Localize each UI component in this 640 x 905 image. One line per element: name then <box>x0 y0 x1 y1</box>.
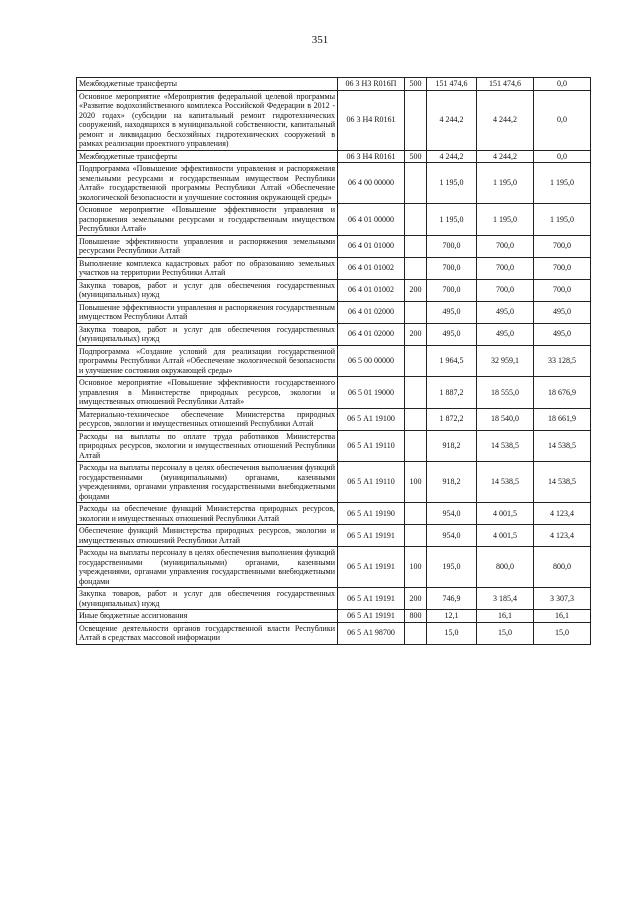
table-row <box>77 547 591 588</box>
row-value-2: 1 195,0 <box>477 204 534 236</box>
row-expense-type: 800 <box>405 610 427 623</box>
row-value-3: 0,0 <box>534 150 591 163</box>
row-expense-type <box>405 163 427 204</box>
row-value-1: 151 474,6 <box>427 78 477 91</box>
row-value-3: 495,0 <box>534 301 591 323</box>
row-code: 06 5 А1 19100 <box>338 408 405 430</box>
row-value-2: 800,0 <box>477 547 534 588</box>
row-expense-type <box>405 345 427 377</box>
table-row <box>77 408 591 430</box>
table-row <box>77 588 591 610</box>
row-expense-type: 200 <box>405 588 427 610</box>
row-code: 06 4 01 02000 <box>338 323 405 345</box>
row-code: 06 5 А1 19191 <box>338 610 405 623</box>
row-code: 06 4 01 01000 <box>338 235 405 257</box>
row-name: Повышение эффективности управления и распоряжения земельными ресурсами Республики Алтай <box>77 235 338 257</box>
row-expense-type <box>405 301 427 323</box>
row-name: Подпрограмма «Создание условий для реализации государственной программы Республики Алтай «Обеспечение экологической безопасности и улучшение состояния окружающей среды» <box>77 345 338 377</box>
row-value-1: 954,0 <box>427 503 477 525</box>
row-name: Закупка товаров, работ и услуг для обеспечения государственных (муниципальных) нужд <box>77 279 338 301</box>
row-code: 06 5 А1 19191 <box>338 525 405 547</box>
table-row <box>77 235 591 257</box>
row-name: Основное мероприятие «Повышение эффективности государственного управления в Министерстве природных ресурсов, экологии и имущественных отношений Республики Алтай» <box>77 377 338 409</box>
row-expense-type <box>405 90 427 150</box>
table-row <box>77 323 591 345</box>
table-row <box>77 150 591 163</box>
row-expense-type <box>405 430 427 462</box>
row-value-2: 4 001,5 <box>477 503 534 525</box>
row-value-2: 14 538,5 <box>477 430 534 462</box>
row-value-3: 495,0 <box>534 323 591 345</box>
row-name: Межбюджетные трансферты <box>77 78 338 91</box>
row-expense-type: 500 <box>405 78 427 91</box>
row-code: 06 5 А1 19191 <box>338 588 405 610</box>
row-value-3: 800,0 <box>534 547 591 588</box>
table-row <box>77 90 591 150</box>
row-value-1: 1 887,2 <box>427 377 477 409</box>
row-name: Основное мероприятие «Мероприятия федеральной целевой программы «Развитие водохозяйственного комплекса Российской Федерации в 2012 - 2020 годах» (субсидии на капитальный ремонт гидротехнических сооружений, находящихся в муниципальной собственности, капитальный ремонт и ликвидацию бесхозяйных гидротехнических сооружений в рамках реализации проектного управления) <box>77 90 338 150</box>
row-value-3: 18 676,9 <box>534 377 591 409</box>
row-value-1: 495,0 <box>427 301 477 323</box>
table-row <box>77 163 591 204</box>
table-row <box>77 301 591 323</box>
row-expense-type: 200 <box>405 279 427 301</box>
row-value-2: 1 195,0 <box>477 163 534 204</box>
row-value-2: 14 538,5 <box>477 462 534 503</box>
row-code: 06 3 Н4 R0161 <box>338 90 405 150</box>
row-value-3: 700,0 <box>534 235 591 257</box>
row-value-2: 15,0 <box>477 622 534 644</box>
row-code: 06 4 01 02000 <box>338 301 405 323</box>
row-code: 06 5 А1 19110 <box>338 462 405 503</box>
row-expense-type <box>405 622 427 644</box>
row-value-1: 495,0 <box>427 323 477 345</box>
row-expense-type <box>405 525 427 547</box>
row-expense-type <box>405 503 427 525</box>
row-value-1: 954,0 <box>427 525 477 547</box>
row-value-1: 700,0 <box>427 279 477 301</box>
row-value-3: 3 307,3 <box>534 588 591 610</box>
row-expense-type <box>405 204 427 236</box>
table-row <box>77 279 591 301</box>
row-code: 06 3 Н4 R0161 <box>338 150 405 163</box>
row-value-3: 14 538,5 <box>534 462 591 503</box>
row-value-2: 700,0 <box>477 257 534 279</box>
row-name: Обеспечение функций Министерства природных ресурсов, экологии и имущественных отношений Республики Алтай <box>77 525 338 547</box>
row-value-2: 4 244,2 <box>477 90 534 150</box>
row-code: 06 4 01 00000 <box>338 204 405 236</box>
row-name: Расходы на обеспечение функций Министерства природных ресурсов, экологии и имущественных отношений Республики Алтай <box>77 503 338 525</box>
row-value-2: 495,0 <box>477 301 534 323</box>
row-value-2: 18 540,0 <box>477 408 534 430</box>
row-value-3: 14 538,5 <box>534 430 591 462</box>
row-value-1: 700,0 <box>427 235 477 257</box>
row-value-3: 4 123,4 <box>534 525 591 547</box>
row-value-1: 4 244,2 <box>427 150 477 163</box>
row-expense-type: 100 <box>405 462 427 503</box>
page-number: 351 <box>311 34 329 46</box>
budget-table <box>76 77 591 645</box>
row-value-1: 15,0 <box>427 622 477 644</box>
row-value-3: 4 123,4 <box>534 503 591 525</box>
row-name: Иные бюджетные ассигнования <box>77 610 338 623</box>
row-value-2: 16,1 <box>477 610 534 623</box>
row-value-3: 1 195,0 <box>534 163 591 204</box>
row-value-2: 3 185,4 <box>477 588 534 610</box>
table-row <box>77 377 591 409</box>
row-value-1: 12,1 <box>427 610 477 623</box>
row-name: Основное мероприятие «Повышение эффективности управления и распоряжения земельными ресурсами и государственным имуществом Республики Алтай» <box>77 204 338 236</box>
row-code: 06 4 01 01002 <box>338 257 405 279</box>
table-row <box>77 622 591 644</box>
row-value-1: 1 964,5 <box>427 345 477 377</box>
row-value-2: 4 244,2 <box>477 150 534 163</box>
row-code: 06 5 А1 19110 <box>338 430 405 462</box>
row-code: 06 4 01 01002 <box>338 279 405 301</box>
row-value-3: 33 128,5 <box>534 345 591 377</box>
row-name: Материально-техническое обеспечение Министерства природных ресурсов, экологии и имущественных отношений Республики Алтай <box>77 408 338 430</box>
row-code: 06 3 Н3 R016П <box>338 78 405 91</box>
table-row <box>77 78 591 91</box>
row-name: Закупка товаров, работ и услуг для обеспечения государственных (муниципальных) нужд <box>77 323 338 345</box>
budget-table-body <box>77 78 591 645</box>
row-value-2: 32 959,1 <box>477 345 534 377</box>
row-expense-type: 200 <box>405 323 427 345</box>
table-row <box>77 257 591 279</box>
row-value-1: 4 244,2 <box>427 90 477 150</box>
row-value-1: 1 195,0 <box>427 204 477 236</box>
row-value-2: 18 555,0 <box>477 377 534 409</box>
row-name: Расходы на выплаты персоналу в целях обеспечения выполнения функций государственными (муниципальными) органами, казенными учреждениями, органами управления государственными внебюджетными фондами <box>77 547 338 588</box>
row-value-2: 700,0 <box>477 279 534 301</box>
row-value-1: 918,2 <box>427 462 477 503</box>
row-value-3: 700,0 <box>534 279 591 301</box>
table-row <box>77 503 591 525</box>
table-row <box>77 430 591 462</box>
row-value-1: 918,2 <box>427 430 477 462</box>
row-expense-type <box>405 408 427 430</box>
row-code: 06 5 А1 19190 <box>338 503 405 525</box>
row-value-3: 15,0 <box>534 622 591 644</box>
row-value-3: 18 661,9 <box>534 408 591 430</box>
row-expense-type: 100 <box>405 547 427 588</box>
table-row <box>77 462 591 503</box>
row-value-1: 195,0 <box>427 547 477 588</box>
row-expense-type <box>405 235 427 257</box>
row-value-1: 700,0 <box>427 257 477 279</box>
row-value-3: 16,1 <box>534 610 591 623</box>
row-value-1: 746,9 <box>427 588 477 610</box>
row-value-3: 0,0 <box>534 78 591 91</box>
table-row <box>77 345 591 377</box>
table-row <box>77 204 591 236</box>
row-name: Межбюджетные трансферты <box>77 150 338 163</box>
row-code: 06 5 00 00000 <box>338 345 405 377</box>
row-value-2: 495,0 <box>477 323 534 345</box>
row-name: Выполнение комплекса кадастровых работ по образованию земельных участков на территории Республики Алтай <box>77 257 338 279</box>
row-code: 06 4 00 00000 <box>338 163 405 204</box>
row-name: Расходы на выплаты персоналу в целях обеспечения выполнения функций государственными (муниципальными) органами, казенными учреждениями, органами управления государственными внебюджетными фондами <box>77 462 338 503</box>
row-value-2: 4 001,5 <box>477 525 534 547</box>
row-expense-type <box>405 377 427 409</box>
row-name: Закупка товаров, работ и услуг для обеспечения государственных (муниципальных) нужд <box>77 588 338 610</box>
row-value-2: 700,0 <box>477 235 534 257</box>
row-value-3: 1 195,0 <box>534 204 591 236</box>
row-value-3: 700,0 <box>534 257 591 279</box>
table-row <box>77 525 591 547</box>
table-row <box>77 610 591 623</box>
row-expense-type: 500 <box>405 150 427 163</box>
row-name: Освещение деятельности органов государственной власти Республики Алтай в средствах массовой информации <box>77 622 338 644</box>
row-expense-type <box>405 257 427 279</box>
row-value-2: 151 474,6 <box>477 78 534 91</box>
row-code: 06 5 А1 98700 <box>338 622 405 644</box>
row-code: 06 5 01 19000 <box>338 377 405 409</box>
row-value-1: 1 195,0 <box>427 163 477 204</box>
row-name: Повышение эффективности управления и распоряжения государственным имуществом Республики Алтай <box>77 301 338 323</box>
row-code: 06 5 А1 19191 <box>338 547 405 588</box>
row-name: Расходы на выплаты по оплате труда работников Министерства природных ресурсов, экологии и имущественных отношений Республики Алтай <box>77 430 338 462</box>
row-value-3: 0,0 <box>534 90 591 150</box>
row-name: Подпрограмма «Повышение эффективности управления и распоряжения земельными ресурсами и государственным имуществом Республики Алтай» государственной программы Республики Алтай «Обеспечение экологической безопасности и улучшение состояния окружающей среды» <box>77 163 338 204</box>
row-value-1: 1 872,2 <box>427 408 477 430</box>
